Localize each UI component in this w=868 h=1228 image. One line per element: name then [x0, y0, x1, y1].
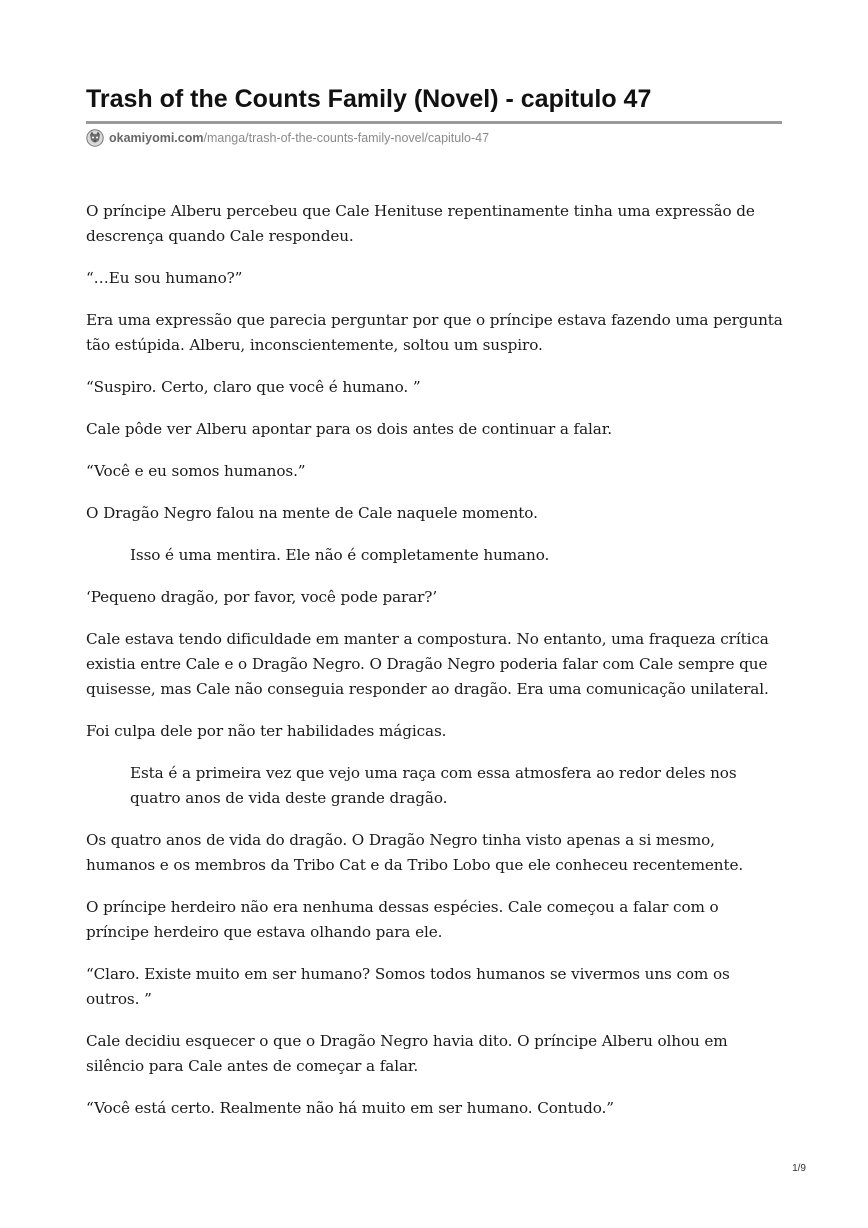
paragraph: Cale pôde ver Alberu apontar para os dois antes de continuar a falar. — [86, 420, 612, 438]
paragraph: Os quatro anos de vida do dragão. O Dragão Negro tinha visto apenas a si mesmo, humanos e os membros da Tribo Cat e da Tribo Lobo que ele conheceu recentemente. — [86, 831, 744, 874]
source-link[interactable] — [86, 128, 489, 148]
paragraph: “Suspiro. Certo, claro que você é humano. ” — [86, 378, 421, 396]
paragraph: Cale decidiu esquecer o que o Dragão Negro havia dito. O príncipe Alberu olhou em silêncio para Cale antes de começar a falar. — [86, 1032, 728, 1075]
paragraph: “Você está certo. Realmente não há muito em ser humano. Contudo.” — [86, 1099, 614, 1117]
paragraph: “Você e eu somos humanos.” — [86, 462, 306, 480]
indented-paragraph: Isso é uma mentira. Ele não é completamente humano. — [130, 546, 550, 564]
paragraph: “…Eu sou humano?” — [86, 269, 243, 287]
paragraph: O príncipe Alberu percebeu que Cale Henituse repentinamente tinha uma expressão de descrença quando Cale respondeu. — [86, 202, 755, 245]
title-divider — [86, 121, 782, 124]
chapter-text — [86, 199, 786, 1138]
paragraph: O príncipe herdeiro não era nenhuma dessas espécies. Cale começou a falar com o príncipe herdeiro que estava olhando para ele. — [86, 898, 719, 941]
page-title: Trash of the Counts Family (Novel) - capitulo 47 — [86, 85, 652, 113]
source-path[interactable]: /manga/trash-of-the-counts-family-novel/capitulo-47 — [203, 131, 490, 145]
paragraph: Era uma expressão que parecia perguntar por que o príncipe estava fazendo uma pergunta tão estúpida. Alberu, inconscientemente, soltou um suspiro. — [86, 311, 783, 354]
paragraph: “Claro. Existe muito em ser humano? Somos todos humanos se vivermos uns com os outros. ” — [86, 965, 730, 1008]
paragraph: Cale estava tendo dificuldade em manter a compostura. No entanto, uma fraqueza crítica existia entre Cale e o Dragão Negro. O Dragão Negro poderia falar com Cale sempre que quisesse, mas Cale não conseguia responder ao dragão. Era uma comunicação unilateral. — [86, 630, 769, 698]
paragraph: Foi culpa dele por não ter habilidades mágicas. — [86, 722, 447, 740]
paragraph: O Dragão Negro falou na mente de Cale naquele momento. — [86, 504, 538, 522]
page-number: 1/9 — [792, 1163, 806, 1174]
source-domain[interactable]: okamiyomi.com — [109, 131, 204, 145]
indented-paragraph: Esta é a primeira vez que vejo uma raça com essa atmosfera ao redor deles nos quatro anos de vida deste grande dragão. — [130, 764, 737, 807]
paragraph: ‘Pequeno dragão, por favor, você pode parar?’ — [86, 588, 438, 606]
wolf-logo-icon — [86, 129, 104, 147]
